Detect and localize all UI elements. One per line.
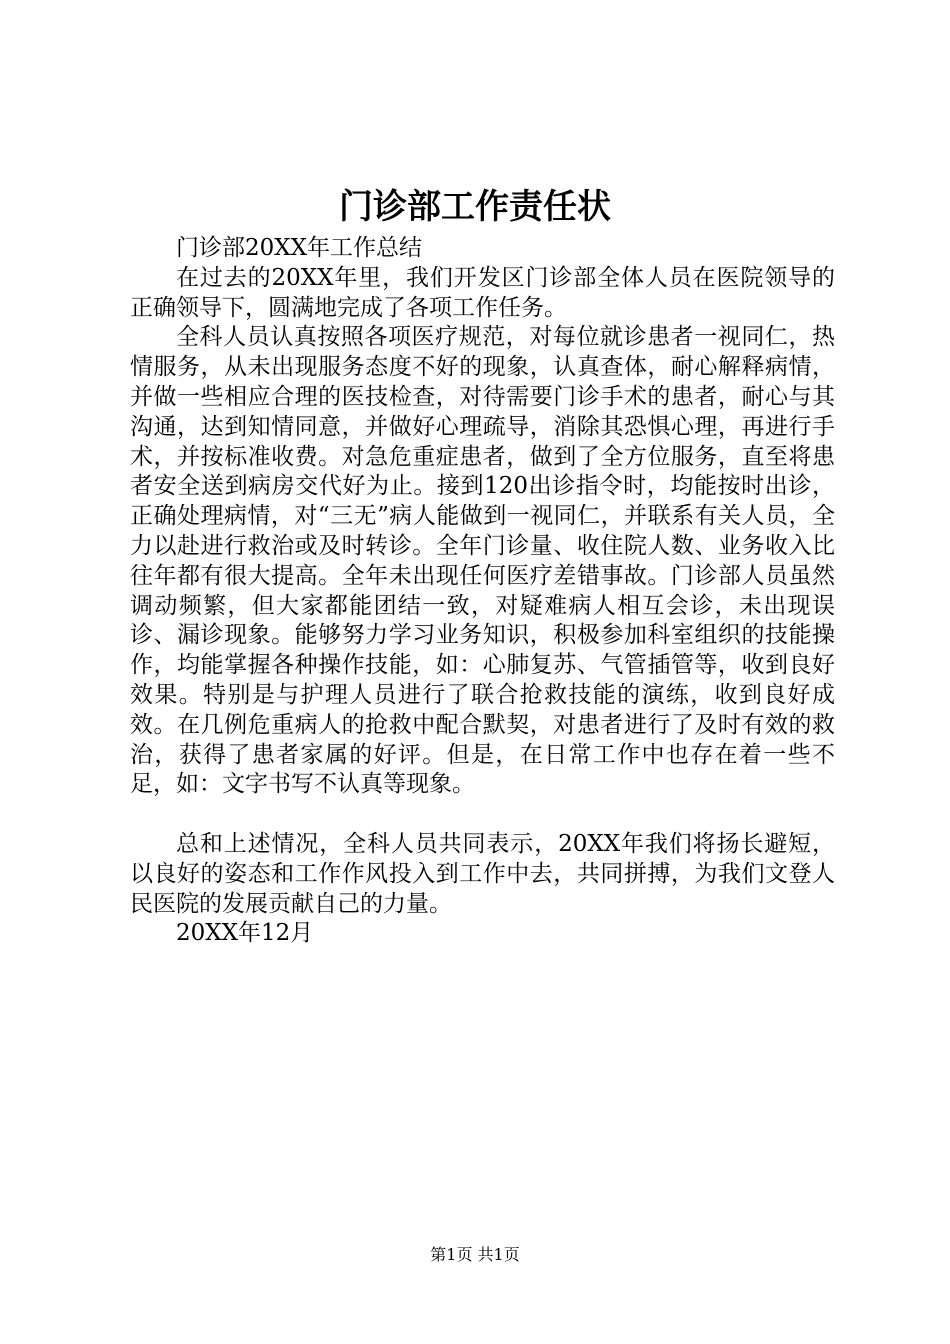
paragraph-conclusion: 总和上述情况，全科人员共同表示，20XX年我们将扬长避短，以良好的姿态和工作作风投入到工作中去，共同拼搏，为我们文登人民医院的发展贡献自己的力量。 — [130, 830, 835, 917]
paragraph-main: 全科人员认真按照各项医疗规范，对每位就诊患者一视同仁，热情服务，从未出现服务态度不好的现象，认真查体，耐心解释病情，并做一些相应合理的医技检查，对待需要门诊手术的患者，耐心与其沟通，达到知情同意，并做好心理疏导，消除其恐惧心理，再进行手术，并按标准收费。对急危重症患者，做到了全方位服务，直至将患者安全送到病房交代好为止。接到120出诊指令时，均能按时出诊，正确处理病情，对“三无”病人能做到一视同仁，并联系有关人员，全力以赴进行救治或及时转诊。全年门诊量、收住院人数、业务收入比往年都有很大提高。全年未出现任何医疗差错事故。门诊部人员虽然调动频繁，但大家都能团结一致，对疑难病人相互会诊，未出现误诊、漏诊现象。能够努力学习业务知识，积极参加科室组织的技能操作，均能掌握各种操作技能，如：心肺复苏、气管插管等，收到良好效果。特别是与护理人员进行了联合抢救技能的演练，收到良好成效。在几例危重病人的抢救中配合默契，对患者进行了及时有效的救治，获得了患者家属的好评。但是，在日常工作中也存在着一些不足，如：文字书写不认真等现象。 — [130, 324, 835, 798]
document-title: 门诊部工作责任状 — [339, 187, 611, 227]
paragraph-intro: 在过去的20XX年里，我们开发区门诊部全体人员在医院领导的正确领导下，圆满地完成了各项工作任务。 — [130, 264, 835, 321]
document-body — [130, 234, 835, 949]
page-footer: 第1页 共1页 — [430, 1245, 520, 1264]
document-date: 20XX年12月 — [176, 920, 314, 947]
subtitle-line: 门诊部20XX年工作总结 — [176, 235, 423, 261]
blank-line — [130, 800, 835, 830]
